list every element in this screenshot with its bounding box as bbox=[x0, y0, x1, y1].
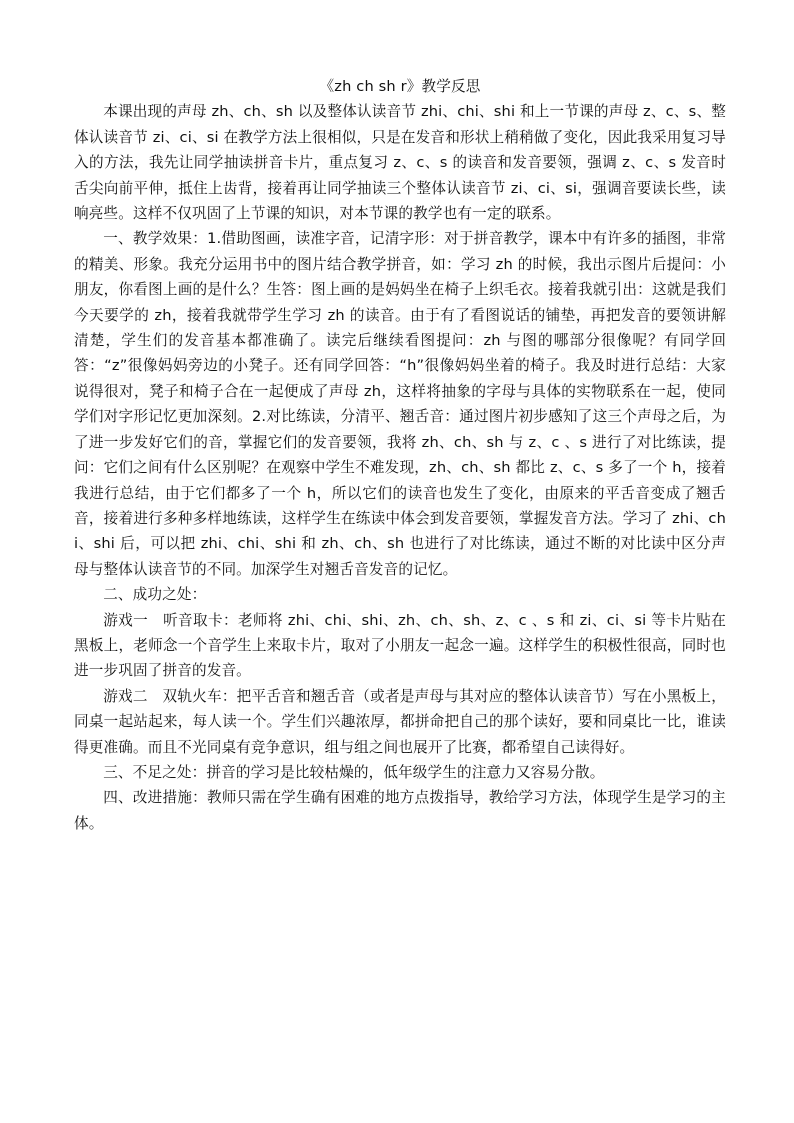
document-body bbox=[74, 74, 726, 836]
success-heading: 二、成功之处： bbox=[103, 586, 207, 604]
game-two-paragraph: 游戏二 双轨火车：把平舌音和翘舌音（或者是声母与其对应的整体认读音节）写在小黑板上，同桌一起站起来，每人读一个。学生们兴趣浓厚，都拼命把自己的那个读好，要和同桌比一比，谁读得更准确。而且不光同桌有竞争意识，组与组之间也展开了比赛，都希望自己读得好。 bbox=[74, 687, 726, 756]
intro-paragraph: 本课出现的声母 zh、ch、sh 以及整体认读音节 zhi、chi、shi 和上一节课的声母 z、c、s、整体认读音节 zi、ci、si 在教学方法上很相似，只是在发音和形状上稍稍做了变化，因此我采用复习导入的方法，我先让同学抽读拼音卡片，重点复习 z、c、s 的读音和发音要领，强调 z、c、s 发音时舌尖向前平伸，抵住上齿背，接着再让同学抽读三个整体认读音节 zi、ci、si，强调音要读长些，读响亮些。这样不仅巩固了上节课的知识，对本节课的教学也有一定的联系。 bbox=[74, 103, 726, 223]
game-one-paragraph: 游戏一 听音取卡：老师将 zhi、chi、shi、zh、ch、sh、z、c 、s 和 zi、ci、si 等卡片贴在黑板上，老师念一个音学生上来取卡片，取对了小朋友一起念一遍。这样学生的积极性很高，同时也进一步巩固了拼音的发音。 bbox=[74, 611, 726, 680]
document-title: 《zh ch sh r》教学反思 bbox=[319, 78, 481, 95]
shortcomings-paragraph: 三、不足之处：拼音的学习是比较枯燥的，低年级学生的注意力又容易分散。 bbox=[103, 763, 605, 781]
teaching-effect-paragraph: 一、教学效果：1.借助图画，读准字音，记清字形：对于拼音教学，课本中有许多的插图，非常的精美、形象。我充分运用书中的图片结合教学拼音，如：学习 zh 的时候，我出示图片后提问：小朋友，你看图上画的是什么？生答：图上画的是妈妈坐在椅子上织毛衣。接着我就引出：这就是我们今天要学的 zh，接着我就带学生学习 zh 的读音。由于有了看图说话的铺垫，再把发音的要领讲解清楚，学生们的发音基本都准确了。读完后继续看图提问：zh 与图的哪部分很像呢？有同学回答：“z”很像妈妈旁边的小凳子。还有同学回答：“h”很像妈妈坐着的椅子。我及时进行总结：大家说得很对，凳子和椅子合在一起便成了声母 zh，这样将抽象的字母与具体的实物联系在一起，使同学们对字形记忆更加深刻。2.对比练读，分清平、翘舌音：通过图片初步感知了这三个声母之后，为了进一步发好它们的音，掌握它们的发音要领，我将 zh、ch、sh 与 z、c 、s 进行了对比练读，提问：它们之间有什么区别呢？在观察中学生不难发现，zh、ch、sh 都比 z、c、s 多了一个 h，接着我进行总结，由于它们都多了一个 h，所以它们的读音也发生了变化，由原来的平舌音变成了翘舌音，接着进行多种多样地练读，这样学生在练读中体会到发音要领，掌握发音方法。学习了 zhi、chi、shi 后，可以把 zhi、chi、shi 和 zh、ch、sh 也进行了对比练读，通过不断的对比读中区分声母与整体认读音节的不同。加深学生对翘舌音发音的记忆。 bbox=[74, 230, 726, 578]
improvement-paragraph: 四、改进措施：教师只需在学生确有困难的地方点拨指导，教给学习方法，体现学生是学习的主体。 bbox=[74, 789, 726, 832]
